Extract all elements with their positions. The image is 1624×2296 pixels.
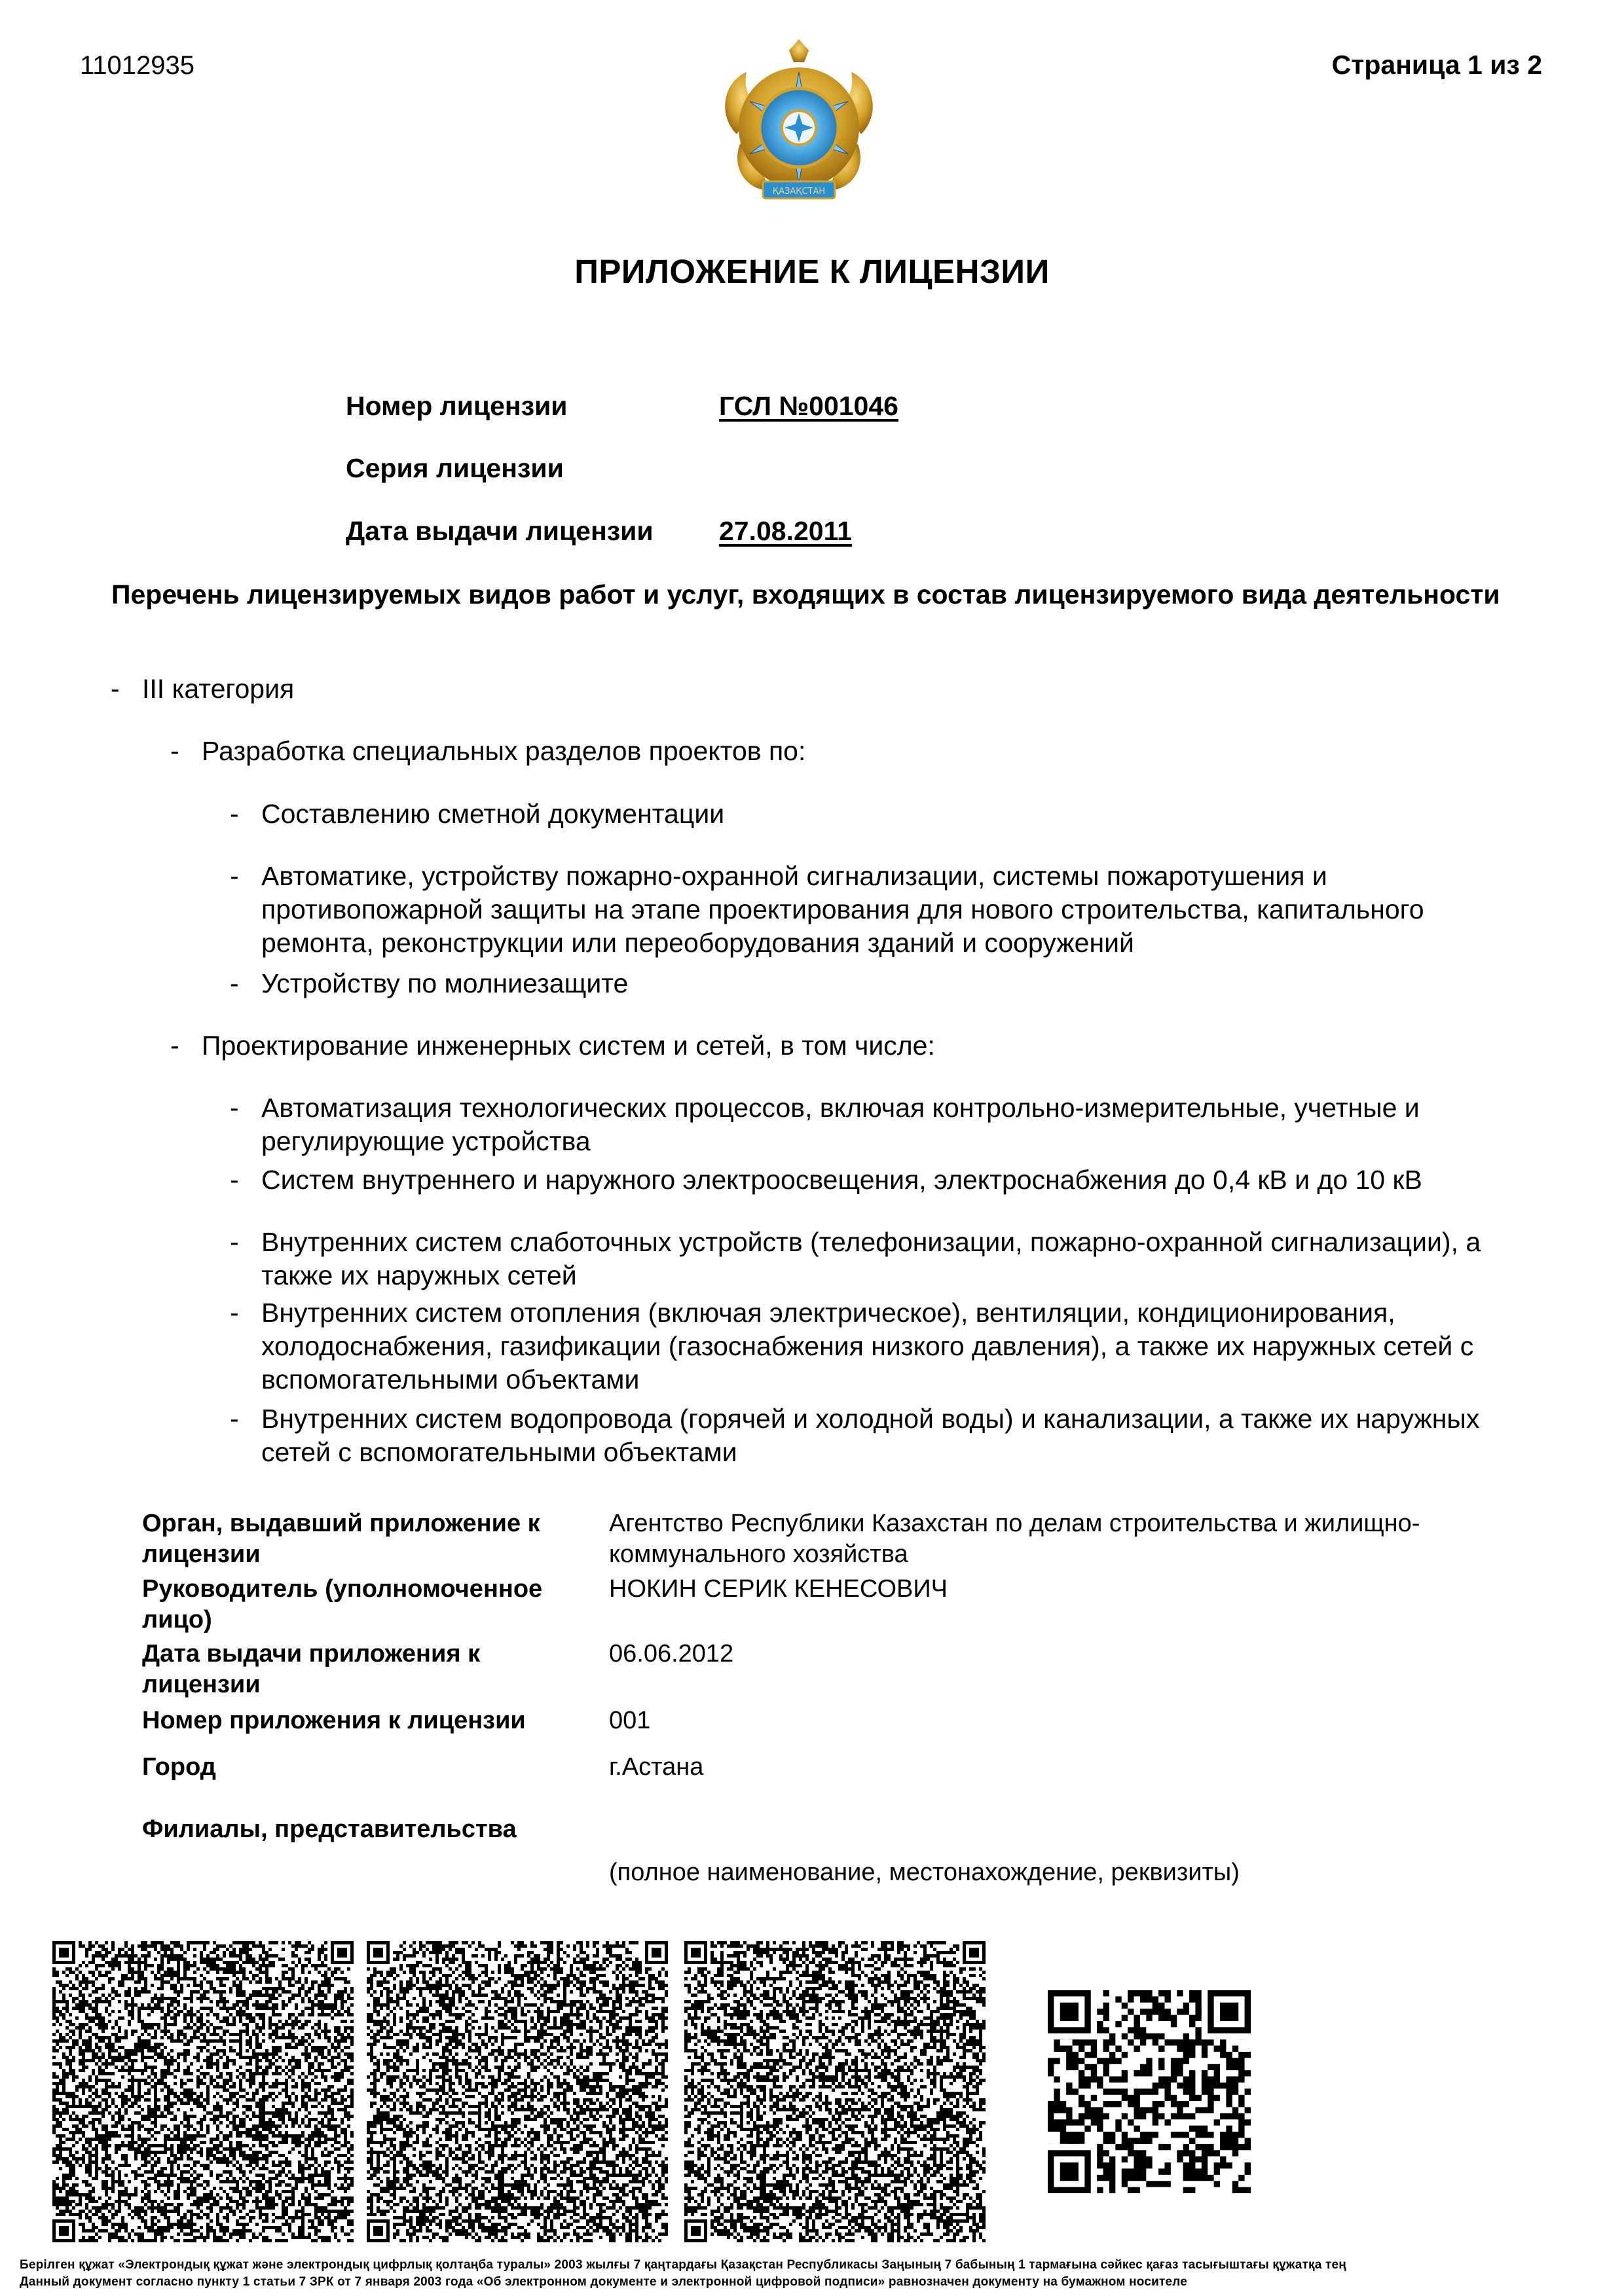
branches-note: (полное наименование, местонахождение, реквизиты) xyxy=(609,1859,1240,1886)
page-title: ПРИЛОЖЕНИЕ К ЛИЦЕНЗИИ xyxy=(574,253,1050,290)
appendix-date-label: Дата выдачи приложения к лицензии xyxy=(142,1640,481,1698)
digital-signature-barcode-icon xyxy=(367,1941,668,2242)
licensed-works-heading: Перечень лицензируемых видов работ и услуг, входящих в состав лицензируемого вида деятельности xyxy=(111,579,1500,610)
branches-label: Филиалы, представительства xyxy=(142,1815,517,1843)
head-value: НОКИН СЕРИК КЕНЕСОВИЧ xyxy=(609,1575,948,1603)
license-date-value: 27.08.2011 xyxy=(719,516,852,546)
city-label: Город xyxy=(142,1753,216,1781)
license-number-value: ГСЛ №001046 xyxy=(719,391,898,421)
license-date-label: Дата выдачи лицензии xyxy=(346,516,654,546)
qr-code-icon xyxy=(1048,1990,1251,2193)
legal-note-kz: Берілген құжат «Электрондық құжат және электрондық цифрлық қолтаңба туралы» 2003 жылғы 7 қаңтардағы Қазақстан Республикасы Заңының 7 бабының 1 тармағына сәйкес қағаз тасығыштағы құжатқа тең xyxy=(20,2258,1346,2272)
list-item: - Проектирование инженерных систем и сетей, в том числе: xyxy=(170,1030,935,1061)
list-item: - Систем внутреннего и наружного электроосвещения, электроснабжения до 0,4 кВ и до 10 кВ xyxy=(230,1165,1422,1195)
license-number-label: Номер лицензии xyxy=(346,391,568,421)
digital-signature-barcode-icon xyxy=(52,1941,354,2242)
digital-signature-barcode-icon xyxy=(684,1941,986,2242)
document-number: 11012935 xyxy=(80,51,194,80)
kazakhstan-state-emblem-icon xyxy=(710,36,887,213)
list-item: - Внутренних систем отопления (включая электрическое), вентиляции, кондиционирования, холодоснабжения, газификации (газоснабжения низкого давления), а также их наружных сетей с вспомогательными объектами xyxy=(230,1298,1474,1394)
list-item: - Разработка специальных разделов проектов по: xyxy=(170,736,806,766)
city-value: г.Астана xyxy=(609,1753,704,1781)
list-item: - Составлению сметной документации xyxy=(230,799,725,829)
appendix-number-label: Номер приложения к лицензии xyxy=(142,1707,526,1734)
license-series-label: Серия лицензии xyxy=(346,453,564,483)
list-item: - Автоматизация технологических процессов, включая контрольно-измерительные, учетные и регулирующие устройства xyxy=(230,1093,1420,1156)
issuing-authority-value: Агентство Республики Казахстан по делам строительства и жилищно-коммунального хозяйства xyxy=(609,1510,1420,1568)
appendix-date-value: 06.06.2012 xyxy=(609,1640,734,1667)
legal-note-ru: Данный документ согласно пункту 1 статьи 7 ЗРК от 7 января 2003 года «Об электронном документе и электронной цифровой подписи» равнозначен документу на бумажном носителе xyxy=(20,2275,1188,2289)
list-item: - Автоматике, устройству пожарно-охранной сигнализации, системы пожаротушения и противопожарной защиты на этапе проектирования для нового строительства, капитального ремонта, реконструкции или переоборудования зданий и сооружений xyxy=(230,861,1424,958)
svg-text:ҚАЗАҚСТАН: ҚАЗАҚСТАН xyxy=(772,187,826,196)
issuing-authority-label: Орган, выдавший приложение к лицензии xyxy=(142,1510,540,1568)
appendix-number-value: 001 xyxy=(609,1707,651,1734)
list-item: - Внутренних систем слаботочных устройств (телефонизации, пожарно-охранной сигнализации), а также их наружных сетей xyxy=(230,1227,1481,1290)
page-counter: Страница 1 из 2 xyxy=(1331,50,1542,80)
list-item: - III категория xyxy=(111,674,295,704)
head-label: Руководитель (уполномоченное лицо) xyxy=(142,1575,543,1633)
list-item: - Внутренних систем водопровода (горячей и холодной воды) и канализации, а также их наружных сетей с вспомогательными объектами xyxy=(230,1404,1480,1467)
list-item: - Устройству по молниезащите xyxy=(230,968,629,998)
